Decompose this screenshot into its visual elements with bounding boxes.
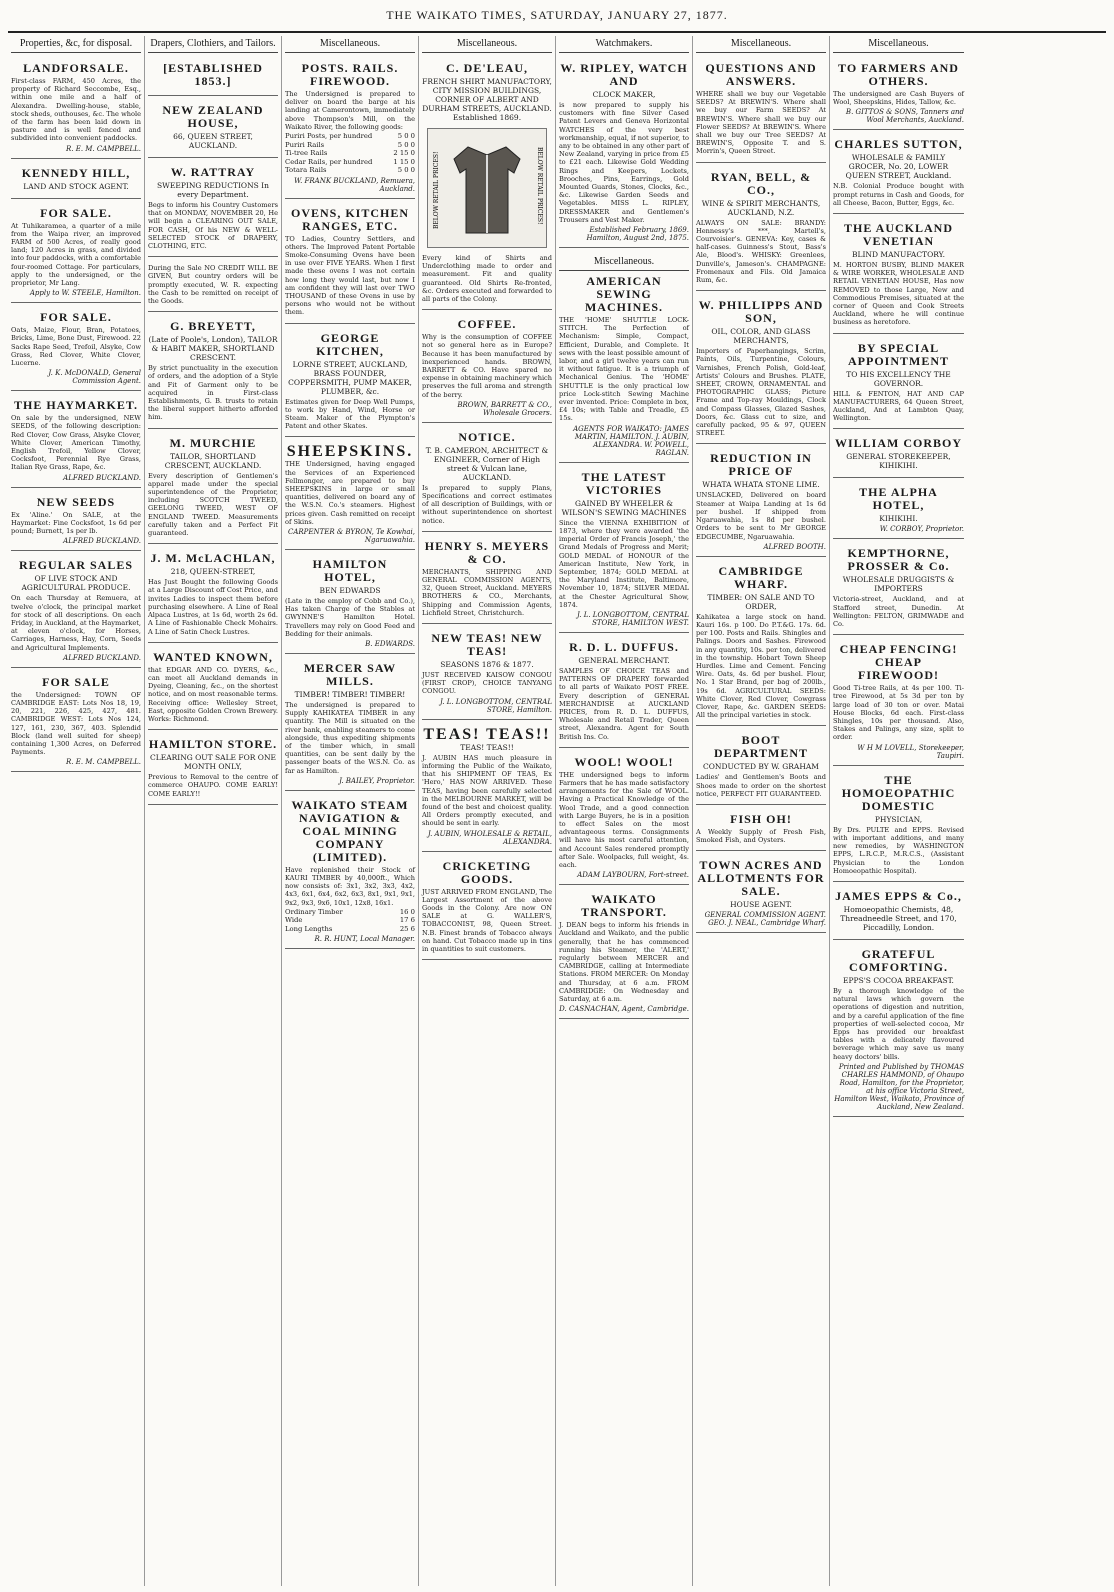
ad-signature: CARPENTER & BYRON, Te Kowhai, Ngaruawahia.: [287, 527, 415, 544]
price-row: [285, 149, 415, 158]
advertisement: [285, 202, 415, 324]
advertisement: [148, 57, 278, 96]
ad-signature: J. BAILEY, Proprietor.: [339, 776, 415, 785]
advertisement: [422, 313, 552, 423]
ad-title: NEW ZEALAND HOUSE,: [162, 103, 264, 130]
ad-subtitle: (Late of Poole's, London), TAILOR & HABIT MAKER, SHORTLAND CRESCENT.: [148, 335, 278, 363]
advertisement: [285, 327, 415, 438]
ad-body-text: HILL & FENTON, HAT AND CAP MANUFACTURERS, 64 Queen Street, Auckland, And at Lambton Quay, Wellington.: [833, 389, 964, 423]
ad-body-text: TO Ladies, Country Settlers, and others. The Improved Patent Portable Smoke-Consuming Ovens have been in use over FIVE YEARS. When I first made these ovens I was not certain how long they would last, but now I am confident they will last over TWO THOUSAND of these Ovens in use by persons who would not be without them.: [285, 234, 415, 317]
advertisement: [285, 57, 415, 199]
advertisement: [148, 646, 278, 730]
ad-title: AMERICAN SEWING MACHINES.: [584, 274, 663, 315]
ad-body-text: On sale by the undersigned, NEW SEEDS, of the following description: Red Clover, Cow Grass, Alsyke Clover, White Clover, American Timothy, English Trefoil, Yellow Clover, Cocksfoot, Perennial Rye Grass, Italian Rye Grass, Rape, &c.: [11, 414, 141, 472]
ad-title: [ESTABLISHED 1853.]: [163, 61, 263, 88]
price-item: Ordinary Timber: [285, 907, 343, 916]
advertisement: [422, 426, 552, 532]
advertisement: [148, 161, 278, 257]
ad-body-text: (Late in the employ of Cobb and Co.), Has taken Charge of the Stables at GWYNNE'S Hamilton Hotel. Travellers may rely on Good Feed and Bedding for their animals.: [285, 596, 415, 638]
ad-subtitle: WHOLESALE DRUGGISTS & IMPORTERS: [842, 575, 955, 594]
ad-title: TOWN ACRES AND ALLOTMENTS FOR SALE.: [697, 858, 825, 899]
ad-subtitle: TO HIS EXCELLENCY THE GOVERNOR.: [846, 369, 951, 388]
ad-body-text: By strict punctuality in the execution of orders, and the adoption of a Style and Fit of Garment only to be acquired in First-class Establishments, G. B. trusts to retain the liberal support hitherto afforded him.: [148, 364, 278, 422]
advertisement: [11, 162, 141, 199]
column-1: [8, 36, 145, 1586]
ad-title: WAIKATO STEAM NAVIGATION & COAL MINING COMPANY (LIMITED).: [291, 797, 409, 864]
advertisement: [833, 57, 964, 130]
advertisement: [285, 440, 415, 550]
ad-title: WILLIAM CORBOY: [834, 436, 962, 451]
ad-title: TO FARMERS AND OTHERS.: [838, 61, 959, 88]
advertisement: [833, 638, 964, 765]
ad-body-text: Ladies' and Gentlemen's Boots and Shoes made to order on the shortest notice, PERFECT FIT GUARANTEED.: [696, 773, 826, 798]
ad-title: JAMES EPPS & Co.,: [835, 888, 962, 903]
masthead-rule: [8, 31, 1106, 33]
ad-subtitle: TIMBER: ON SALE AND TO ORDER,: [707, 592, 815, 611]
ad-body-text: WHERE shall we buy our Vegetable SEEDS? At BREWIN'S. Where shall we buy our Farm SEEDS? At BREWIN'S. Where shall we buy our Flower SEEDS? At BREWIN'S. Where shall we buy our Tree SEEDS? At BREWIN'S, Opposite T. and S. Morrin's, Queen Street.: [696, 90, 826, 156]
ad-signature: Printed and Published by THOMAS CHARLES HAMMOND, of Ohaupo Road, Hamilton, for the Proprietor, at his office Victoria Street, Hamilton West, Waikato, Province of Auckland, New Zealand.: [834, 1062, 964, 1111]
ad-body-text: The undersigned are Cash Buyers of Wool, Sheepskins, Hides, Tallow, &c.: [833, 90, 964, 107]
advertisement: [833, 943, 964, 1117]
ad-title: SHEEPSKINS.: [286, 443, 414, 461]
price-row: [285, 925, 415, 934]
advertisement: [833, 542, 964, 635]
ad-title: M. MURCHIE: [169, 435, 257, 450]
ad-subtitle: PHYSICIAN,: [874, 814, 923, 824]
ad-body-text: Since the VIENNA EXHIBITION of 1873, where they were awarded 'the imperial Order of Francis Joseph,' the Grand Medals of Progress and Merit; GOLD MEDAL of HONOUR of the American Institute, New York, in September, 1874; GOLD MEDAL at the Maryland Institute, Baltimore, November 10, 1874; SILVER MEDAL at the Chester Agricultural Show, 1874.: [559, 518, 689, 609]
ad-subtitle: T. B. CAMERON, ARCHITECT & ENGINEER, Corner of High street & Vulcan lane, AUCKLAND.: [425, 445, 549, 482]
advertisement: [696, 854, 826, 933]
price-value: 5 0 0: [397, 140, 415, 149]
ad-subtitle: LORNE STREET, AUCKLAND, BRASS FOUNDER, COPPERSMITH, PUMP MAKER, PLUMBER, &c.: [288, 359, 412, 396]
ad-title: COFFEE.: [457, 317, 517, 332]
column-3: [282, 36, 419, 1586]
ad-body-text: By a thorough knowledge of the natural laws which govern the operations of digestion and nutrition, and by a careful application of the fine properties of well-selected cocoa, Mr Epps has provided our breakfast tables with a delicately flavoured beverage which may save us many heavy doctors' bills.: [833, 986, 964, 1061]
ad-title: THE LATEST VICTORIES: [581, 469, 667, 497]
ad-subtitle: GENERAL STOREKEEPER, KIHIKIHI.: [846, 452, 951, 471]
ad-signature: B. GITTOS & SONS, Tanners and Wool Merchants, Auckland.: [845, 108, 964, 125]
advertisement: [11, 202, 141, 304]
ad-signature: R. E. M. CAMPBELL.: [66, 144, 141, 153]
advertisement: [422, 57, 552, 310]
price-item: Puriri Posts, per hundred: [285, 132, 373, 141]
ad-title: FOR SALE.: [40, 310, 112, 325]
ad-signature: R. R. HUNT, Local Manager.: [314, 935, 415, 944]
ad-title: LANDFORSALE.: [23, 61, 129, 75]
price-item: Puriri Rails: [285, 140, 325, 149]
column-heading: Miscellaneous.: [696, 36, 826, 53]
ad-body-text: M. HORTON BUSBY, BLIND MAKER & WIRE WORKER, WHOLESALE AND RETAIL VENETIAN HOUSE, Has now REMOVED to those Large, New and Commodious Premises, situated at the corner of Queen and Cook Streets Auckland, where he will continue business as heretofore.: [833, 261, 964, 327]
advertisement: [11, 306, 141, 391]
ad-subtitle: FRENCH SHIRT MANUFACTORY, CITY MISSION BUILDINGS, CORNER OF ALBERT AND DURHAM STREETS, AUCKLAND. Established 1869.: [422, 77, 552, 122]
ad-subtitle: SWEEPING REDUCTIONS In every Department.: [157, 181, 269, 199]
ad-title: CAMBRIDGE WHARF.: [718, 563, 804, 591]
ad-title: MERCER SAW MILLS.: [303, 661, 397, 688]
ad-subtitle: KIHIKIHI.: [879, 514, 918, 524]
ad-body-text: Importers of Paperhangings, Scrim, Paints, Oils, Turpentine, Colours, Varnishes, French Polish, Gold-leaf, Artists' Colours and Brushes. PLATE, SHEET, CROWN, ORNAMENTAL and PHOTOGRAPHIC GLASS; Picture Frame and Top-ray Mouldings, Clock and Compass Glasses, Glazed Sashes, Doors, &c. Glass cut to size, and carefully packed, 95 & 97, QUEEN STREET.: [696, 347, 826, 438]
ad-body-text: JUST ARRIVED FROM ENGLAND, The Largest Assortment of the above Goods in the Colony. Are now ON SALE at G. WALLER'S, TOBACCONIST, 98, Queen Street. N.B. Finest brands of Tobacco always on hand. Cut Tobacco made up in tins in quantities to suit customers.: [422, 887, 552, 953]
ad-signature: J. L. LONGBOTTOM, CENTRAL STORE, HAMILTON WEST.: [577, 610, 689, 627]
ad-title: THE HAYMARKET.: [13, 398, 138, 413]
advertisement: [148, 547, 278, 642]
advertisement: [696, 57, 826, 163]
price-item: Long Lengths: [285, 924, 333, 933]
advertisement: [833, 885, 964, 940]
ad-signature: W H M LOVELL, Storekeeper, Taupiri.: [857, 743, 964, 760]
advertisement: [422, 535, 552, 624]
vertical-caption-right: BELOW RETAIL PRICES!: [536, 147, 543, 225]
ad-body-text: First-class FARM, 450 Acres, the property of Richard Seccombe, Esq., within one mile and a half of Alexandra. Dwelling-house, stable, stock sheds, outhouses, &c. The whole of the farm has been laid down in pasture and is well fenced and subdivided into convenient paddocks.: [11, 77, 141, 143]
ad-body-text: Have replenished their Stock of KAURI TIMBER by 40,000ft., Which now consists of: 3x1, 3x2, 3x3, 4x2, 4x3, 6x1, 6x4, 6x2, 6x3, 8x1, 9x1, 9x1, 9x2, 9x3, 9x6, 10x1, 12x8, 16x1.: [285, 865, 415, 907]
ad-title: FOR SALE: [42, 674, 110, 689]
shirt-icon: [428, 129, 546, 247]
ad-title: THE ALPHA HOTEL,: [859, 485, 938, 513]
column-2: [145, 36, 282, 1586]
price-item: Ti-tree Rails: [285, 149, 328, 158]
ad-title: NEW SEEDS: [36, 494, 116, 509]
column-heading: Drapers, Clothiers, and Tailors.: [148, 36, 278, 53]
advertisement: [285, 794, 415, 950]
ad-signature: ALFRED BUCKLAND.: [63, 537, 141, 546]
advertisement: [148, 733, 278, 805]
ad-title: OVENS, KITCHEN RANGES, ETC.: [290, 205, 410, 233]
ad-body-text: UNSLACKED, Delivered on board Steamer at Waipa Landing at 1s 6d per bushel. If shipped from Ngaruawahia, 1s 8d per bushel. Orders to be sent to Mr GEORGE EDGECUMBE, Ngaruawahia.: [696, 491, 826, 541]
ad-signature: BROWN, BARRETT & CO., Wholesale Grocers.: [457, 400, 552, 417]
advertisement: [148, 432, 278, 545]
ad-subtitle: 66, QUEEN STREET, AUCKLAND.: [173, 132, 253, 150]
advertisement: [285, 657, 415, 791]
ad-body-text: A Weekly Supply of Fresh Fish, Smoked Fish, and Oysters.: [696, 827, 826, 845]
ad-title: WAIKATO TRANSPORT.: [581, 892, 667, 920]
ad-title: GEORGE KITCHEN,: [316, 330, 384, 358]
price-value: 1 15 0: [393, 157, 415, 166]
ad-title: CHEAP FENCING! CHEAP FIREWOOD!: [839, 642, 958, 683]
column-6: [693, 36, 830, 1586]
ad-title: BOOT DEPARTMENT: [713, 733, 809, 761]
ad-subtitle: CONDUCTED BY W. GRAHAM: [703, 762, 819, 772]
ad-body-text: is now prepared to supply his customers with fine Silver Cased Patent Levers and Geneva Horizontal WATCHES of the very best workmanship, equal, if not superior, to any to be obtained in any other part of New Zealand, varying in price from £5 to £21 each. Likewise Gold Wedding Rings and Keepers, Lockets, Brooches, Pins, Earrings, Gold Mounted Guards, Stones, Clocks, &c., &c. Likewise Garden Seeds and Vegetables. MISS L. RIPLEY, DRESSMAKER and Gentlemen's Trousers and Vest Maker.: [559, 101, 689, 224]
ad-title: CRICKETING GOODS.: [442, 858, 532, 886]
ad-title: KEMPTHORNE, PROSSER & Co.: [847, 546, 950, 574]
column-5: [556, 36, 693, 1586]
ad-body-text: J. DEAN begs to inform his friends in Auckland and Waikato, and the public generally, that he has commenced running his Steamer, the 'ALERT,' regularly between MERCER and CAMBRIDGE, calling at Intermediate Stations. FROM MERCER: On Monday and Thursday, at 6 a.m. FROM CAMBRIDGE: On Wednesday and Saturday, at 6 a.m.: [559, 921, 689, 1004]
advertisement: [696, 166, 826, 292]
ad-body-text: Is prepared to supply Plans, Specifications and correct estimates of all description of Buildings, with or without superintendence on shortest notice.: [422, 483, 552, 525]
ad-body-text: Kahikatea a large stock on hand. Kauri 16s. p 100. Do P.T.&G. 17s. 6d. per 100. Posts and Rails. Shingles and Palings. Doors and Sashes. Firewood in any quantity, 10s. per ton, delivered in the township. Hobart Town Sheep Hurdles. Lime and Cement. Fencing Wire. Oats, 4s. 6d per bushel. Flour, No. 1 Star Brand, per bag of 200lb., 19s 6d. AGRICULTURAL SEEDS: White Clover, Red Clover, Cowgrass Clover, Rape, &c. GARDEN SEEDS: All the principal varieties in stock.: [696, 612, 826, 720]
ad-signature: R. E. M. CAMPBELL.: [66, 758, 141, 767]
ad-title: FISH OH!: [730, 811, 792, 826]
ad-title: HAMILTON HOTEL,: [312, 556, 388, 584]
advertisement: [833, 133, 964, 214]
ad-signature: W. FRANK BUCKLAND, Remuera, Auckland.: [294, 176, 415, 193]
advertisement: [559, 251, 689, 463]
vertical-caption-left: BELOW RETAIL PRICES!: [433, 151, 440, 229]
ad-subtitle: WHOLESALE & FAMILY GROCER, No. 20, LOWER QUEEN STREET, Auckland.: [845, 153, 952, 181]
column-heading: Miscellaneous.: [422, 36, 552, 53]
ad-subtitle: 218, QUEEN-STREET,: [170, 567, 256, 577]
ad-body-text: N.B. Colonial Produce bought with prompt returns in Cash and Goods, for all Cheese, Bacon, Butter, Eggs, &c.: [833, 182, 964, 207]
ad-body-text: By Drs. PULTE and EPPS. Revised with important additions, and many new remedies, by WASHINGTON EPPS, L.R.C.P., M.R.C.S., (Assistant Physician to the London Homoeopathic Hospital).: [833, 825, 964, 875]
ad-body-text: Victoria-street, Auckland, and at Stafford street, Dunedin. At Wellington: FELTON, GRIMWADE and Co.: [833, 595, 964, 629]
price-value: 25 6: [399, 924, 415, 933]
ad-subtitle: WHATA WHATA STONE LIME.: [702, 480, 820, 490]
ad-title: CHARLES SUTTON,: [834, 137, 963, 152]
ad-body-text: THE Undersigned, having engaged the Services of an Experienced Fellmonger, are prepared to buy SHEEPSKINS in large or small quantities, delivered on board any of the W.S.N. Co.'s steamers. Highest prices given. Cash remitted on receipt of Skins.: [285, 460, 415, 526]
price-value: 2 15 0: [393, 149, 415, 158]
advertisement: [422, 855, 552, 961]
masthead-title: THE WAIKATO TIMES, SATURDAY, JANUARY 27, 1877.: [386, 8, 728, 22]
column-heading: Miscellaneous.: [285, 36, 415, 53]
ad-body-text: Every description of Gentlemen's apparel made under the special superintendence of the Proprietor, including SCOTCH TWEED, GEELONG TWEED, WEST OF ENGLAND TWEED. Measurements carefully taken and a Perfect Fit guaranteed.: [148, 471, 278, 538]
price-row: [285, 916, 415, 925]
advertisement: [833, 432, 964, 478]
advertisement: [696, 560, 826, 727]
ad-title: C. DE'LEAU,: [445, 61, 528, 75]
ad-title: THE HOMOEOPATHIC DOMESTIC: [841, 772, 956, 813]
ad-title: GRATEFUL COMFORTING.: [849, 946, 948, 974]
price-value: 17 6: [399, 916, 415, 925]
column-heading: Miscellaneous.: [833, 36, 964, 53]
ad-signature: B. EDWARDS.: [365, 640, 415, 648]
price-row: [285, 141, 415, 150]
ad-body-text: Previous to Removal to the centre of commerce OHAUPO. COME EARLY! COME EARLY!!: [148, 773, 278, 798]
price-row: [285, 166, 415, 175]
advertisement: [148, 99, 278, 158]
ad-title: NEW TEAS! NEW TEAS!: [431, 631, 543, 659]
ad-signature: ALFRED BUCKLAND.: [63, 473, 141, 482]
column-7: [830, 36, 967, 1586]
advertisement: [833, 217, 964, 334]
advertisement: [833, 337, 964, 430]
advertisement: [696, 447, 826, 556]
ad-title: QUESTIONS AND ANSWERS.: [705, 61, 817, 88]
advertisement: [559, 888, 689, 1019]
section-heading: Miscellaneous.: [559, 254, 689, 271]
ad-body-text: On each Thursday at Remuera, at twelve o'clock, the principal market for stock of all descriptions. On each Friday, in Auckland, at the Haymarket, at eleven o'clock, for Horses, Carriages, Harness, Hay, Corn, Seeds and Agricultural Implements.: [11, 594, 141, 652]
ad-subtitle: SEASONS 1876 & 1877.: [440, 660, 534, 670]
advertisement: [148, 315, 278, 428]
ad-subtitle: TEAS! TEAS!!: [460, 742, 514, 752]
price-value: 16 0: [399, 907, 415, 916]
ad-title: FOR SALE.: [40, 205, 112, 220]
ad-title: WOOL! WOOL!: [574, 754, 674, 769]
ad-title: R. D. L. DUFFUS.: [569, 639, 679, 654]
shirt-illustration: [427, 128, 547, 248]
advertisement: [11, 554, 141, 667]
ad-subtitle: BEN EDWARDS: [319, 585, 381, 595]
advertisement: [559, 636, 689, 748]
ad-subtitle: CLOCK MAKER,: [592, 90, 656, 99]
advertisement: [11, 491, 141, 552]
ad-title: W. RIPLEY, WATCH AND: [560, 61, 688, 88]
price-value: 5 0 0: [397, 166, 415, 175]
ad-subtitle: HOUSE AGENT.: [730, 900, 792, 910]
ad-subtitle: Homoeopathic Chemists, 48, Threadneedle Street, and 170, Piccadilly, London.: [840, 904, 957, 932]
advertisement: [833, 481, 964, 539]
price-item: Cedar Rails, per hundred: [285, 157, 373, 166]
ad-title: KENNEDY HILL,: [21, 165, 131, 180]
advertisement: [696, 808, 826, 851]
column-4: [419, 36, 556, 1586]
advertisement: [148, 260, 278, 312]
ad-body-text: Has Just Bought the following Goods at a Large Discount off Cost Price, and invites Ladies to inspect them before purchasing elsewhere. A Line of Real Alpaca Lustres, at 1s 6d, worth 2s 6d. A Line of Fashionable Check Mohairs. A Line of Satin Check Lustres.: [148, 578, 278, 636]
advertisement: [559, 751, 689, 885]
ad-body-text: At Tuhikaramea, a quarter of a mile from the Waipa river, an improved FARM of 500 Acres, of really good land; 120 Acres in grass, and divided into four paddocks, with a comfortable four-roomed Cottage. For particulars, apply to the undersigned, or the proprietor, Mr Lang.: [11, 221, 141, 288]
ad-subtitle: TAILOR, SHORTLAND CRESCENT, AUCKLAND.: [164, 451, 262, 470]
ad-subtitle: WINE & SPIRIT MERCHANTS, AUCKLAND, N.Z.: [701, 198, 821, 217]
advertisement: [11, 57, 141, 159]
ad-body-text: Oats, Maize, Flour, Bran, Potatoes, Bricks, Lime, Bone Dust, Firewood. 22 Sacks Rape Seed, Trefoil, Alsyke, Cow Grass, Red Clover, White Clover, Lucerne.: [11, 326, 141, 368]
price-item: Totara Rails: [285, 166, 327, 175]
ad-title: TEAS! TEAS!!: [423, 725, 551, 743]
ad-title: WANTED KNOWN,: [153, 649, 273, 664]
advertisement: [559, 57, 689, 248]
advertisement: [11, 394, 141, 487]
ad-title: POSTS. RAILS. FIREWOOD.: [301, 61, 399, 88]
ad-subtitle: LAND AND STOCK AGENT.: [23, 181, 129, 191]
ad-body-text: ALWAYS ON SALE: BRANDY: Hennessy's ***, Martell's, Courvoisier's. GENEVA: Key, cases & half-cases. Guinness's Stout, Bass's Ale, Blood's. WHISKY: Greenlees, Dunville's, Jameson's. CHAMPAGNE: Fromenaux and Fils. Old Jamaica Rum, &c.: [696, 218, 826, 285]
ad-signature: Established February, 1869. Hamilton, August 2nd, 1875.: [586, 226, 689, 243]
ad-body-text: JUST RECEIVED KAISOW CONGOU (FIRST CROP), CHOICE TANYANG CONGOU.: [422, 671, 552, 696]
ad-body-text: During the Sale NO CREDIT WILL BE GIVEN, But country orders will be promptly executed, W. R. expecting the Cash to be remitted on receipt of the Goods.: [148, 264, 278, 306]
ad-title: BY SPECIAL APPOINTMENT: [848, 340, 949, 368]
masthead: [0, 0, 1114, 30]
ad-body-text: MERCHANTS, SHIPPING AND GENERAL COMMISSION AGENTS, 32, Queen Street, Auckland. MEYERS BROTHERS & CO., Merchants, Shipping and Commission Agents, Lichfield Street, Christchurch.: [422, 567, 552, 617]
ad-title: J. M. McLACHLAN,: [150, 551, 276, 566]
ad-title: THE AUCKLAND VENETIAN: [843, 221, 953, 249]
ad-body-text: THE undersigned begs to inform Farmers that he has made satisfactory arrangements for the Sale of WOOL. Having a Practical Knowledge of the Wool Trade, and a good connection with Large Buyers, he is in a position to effect Sales on the most advantageous terms. Consignments will have his most careful attention, and Account Sales rendered promptly after Sale. Woolpacks, full weight, 4s. each.: [559, 770, 689, 869]
ad-signature: W. CORBOY, Proprietor.: [879, 525, 964, 534]
ad-signature: J. K. McDONALD, General Commission Agent.: [48, 369, 141, 386]
price-value: 5 0 0: [397, 132, 415, 141]
ad-signature: J. AUBIN, WHOLESALE & RETAIL, ALEXANDRA.: [427, 829, 552, 846]
advertisement: [422, 627, 552, 720]
ad-subtitle: GENERAL MERCHANT.: [578, 655, 670, 665]
ad-signature: ALFRED BUCKLAND.: [63, 653, 141, 662]
ad-title: REDUCTION IN PRICE OF: [710, 451, 812, 479]
ad-body-text: Good Ti-tree Rails, at 4s per 100. Ti-tree Firewood, at 5s 3d per ton by large load of 30 ton or over. Matai House Blocks, 6d each. First-class Shingles, 10s per thousand. Also, Stakes and Palings, any size, split to order.: [833, 684, 964, 742]
ad-signature: GENERAL COMMISSION AGENT. GEO. J. NEAL, Cambridge Wharf.: [704, 911, 826, 928]
column-heading: Properties, &c, for disposal.: [11, 36, 141, 53]
ad-body-text: Estimates given for Deep Well Pumps, to work by Hand, Wind, Horse or Steam. Maker of the Plympton's Patent and other Skates.: [285, 397, 415, 431]
ad-subtitle: GAINED BY WHEELER & WILSON'S SEWING MACHINES: [561, 498, 687, 517]
ad-subtitle: OF LIVE STOCK AND AGRICULTURAL PRODUCE.: [21, 574, 131, 593]
ad-title: W. PHILLIPPS AND SON,: [698, 298, 824, 326]
price-row: [285, 158, 415, 167]
ad-title: RYAN, BELL, & CO.,: [710, 169, 812, 197]
advertisement: [285, 553, 415, 654]
ad-title: HENRY S. MEYERS & CO.: [424, 538, 550, 566]
ad-subtitle: BLIND MANUFACTORY.: [851, 250, 946, 260]
price-row: [285, 132, 415, 141]
advertisement: [833, 769, 964, 882]
columns-container: [8, 36, 1106, 1586]
ad-body-text: Why is the consumption of COFFEE not so general here as in Europe? Because it has been manufactured by inexperienced hands. BROWN, BARRETT & CO. Have spared no expense in obtaining machinery which preserves the full aroma and strength of the berry.: [422, 333, 552, 399]
ad-subtitle: OIL, COLOR, AND GLASS MERCHANTS,: [711, 327, 811, 346]
ad-body-text: the Undersigned: TOWN OF CAMBRIDGE EAST: Lots Nos 18, 19, 20, 221, 226, 425, 427, 481. CAMBRIDGE WEST: Lots Nos 124, 127, 161, 230, 367, 403. Splendid Block (land well suited for sheep) containing 1,300 Acres, on Deferred Payments.: [11, 690, 141, 757]
column-heading: Watchmakers.: [559, 36, 689, 53]
ad-signature: Apply to W. STEELE, Hamilton.: [29, 289, 141, 298]
advertisement: [11, 671, 141, 773]
ad-subtitle: EPPS'S COCOA BREAKFAST.: [843, 975, 954, 985]
advertisement: [696, 729, 826, 805]
ad-signature: ADAM LAYBOURN, Fort-street.: [577, 871, 689, 880]
ad-body-text: Begs to inform his Country Customers that on MONDAY, NOVEMBER 20, He will begin a CLEARING OUT SALE, FOR CASH, Of his NEW & WELL-SELECTED STOCK of DRAPERY, CLOTHING, ETC.: [148, 201, 278, 251]
ad-body-text: Ex 'Aline.' On SALE, at the Haymarket: Fine Cocksfoot, 1s 6d per pound; Burnett, 1s per lb.: [11, 510, 141, 536]
ad-body-text: THE 'HOME' SHUTTLE LOCK-STITCH. The Perfection of Mechanism: Simple, Compact, Efficient, Durable, and Complete. It sews with the least possible amount of labor, and a girl twelve years can run it without fatigue. It is a triumph of Mechanical Genius. The 'HOME' SHUTTLE is the only practical low price Lock-stitch Sewing Machine ever invented. Price: Complete in box, £4 10s; with Table and Treadle, £5 15s.: [559, 316, 689, 423]
price-item: Wide: [285, 916, 303, 925]
advertisement: [559, 466, 689, 633]
ad-subtitle: CLEARING OUT SALE FOR ONE MONTH ONLY,: [150, 753, 276, 772]
ad-title: HAMILTON STORE.: [148, 737, 278, 752]
ad-signature: AGENTS FOR WAIKATO: JAMES MARTIN, HAMILTON. J. AUBIN, ALEXANDRA. W. POWELL, RAGLAN.: [573, 424, 689, 457]
ad-title: G. BREYETT,: [170, 319, 256, 334]
ad-body-text: SAMPLES OF CHOICE TEAS and PATTERNS OF DRAPERY forwarded to all parts of Waikato POST FREE. Every description of GENERAL MERCHANDISE at AUCKLAND PRICES, from R. D. L. DUFFUS, Wholesale and Retail Trader, Queen street, Alexandra. Agent for South British Ins. Co.: [559, 666, 689, 741]
ad-signature: ALFRED BOOTH.: [763, 542, 826, 551]
ad-body-text: The Undersigned is prepared to deliver on board the barge at his landing at Camerontown, immediately above Thompson's Mill, on the Waikato River, the following goods:: [285, 90, 415, 131]
ad-signature: J. L. LONGBOTTOM, CENTRAL STORE, Hamilton.: [440, 697, 552, 714]
price-row: [285, 908, 415, 917]
ad-signature: D. CASNACHAN, Agent, Cambridge.: [559, 1005, 689, 1014]
ad-subtitle: TIMBER! TIMBER! TIMBER!: [294, 690, 406, 699]
ad-title: W. RATTRAY: [170, 165, 256, 179]
advertisement: [696, 294, 826, 444]
ad-body-text: J. AUBIN HAS much pleasure in informing the Public of the Waikato, that his SHIPMENT OF TEAS, Ex 'Hero,' HAS NOW ARRIVED. These TEAS, having been carefully selected in the MELBOURNE MARKET, will be found of the best and choicest quality. All Orders promptly executed, and should be sent in early.: [422, 753, 552, 828]
ad-body-text: The undersigned is prepared to Supply KAHIKATEA TIMBER in any quantity. The Mill is situated on the river bank, enabling steamers to come alongside, thus expediting shipments of the timber which, in small quantities, can be sent daily by the passenger boats of the W.S.N. Co. as far as Hamilton.: [285, 701, 415, 775]
ad-body-text: that EDGAR AND CO. DYERS, &c., can meet all Auckland demands in Dyeing, Cleaning, &c., on the shortest notice, and on most reasonable terms. Receiving office: Wellesley Street, East, opposite Golden Crown Brewery. Works: Richmond.: [148, 665, 278, 723]
ad-title: NOTICE.: [458, 429, 516, 444]
advertisement: [422, 723, 552, 852]
ad-title: REGULAR SALES: [18, 558, 134, 573]
ad-body-text: Every kind of Shirts and Underclothing made to order and measurement. Fit and quality guaranteed. Old Shirts Re-fronted, &c. Orders executed and forwarded to all parts of the Colony.: [422, 254, 552, 304]
